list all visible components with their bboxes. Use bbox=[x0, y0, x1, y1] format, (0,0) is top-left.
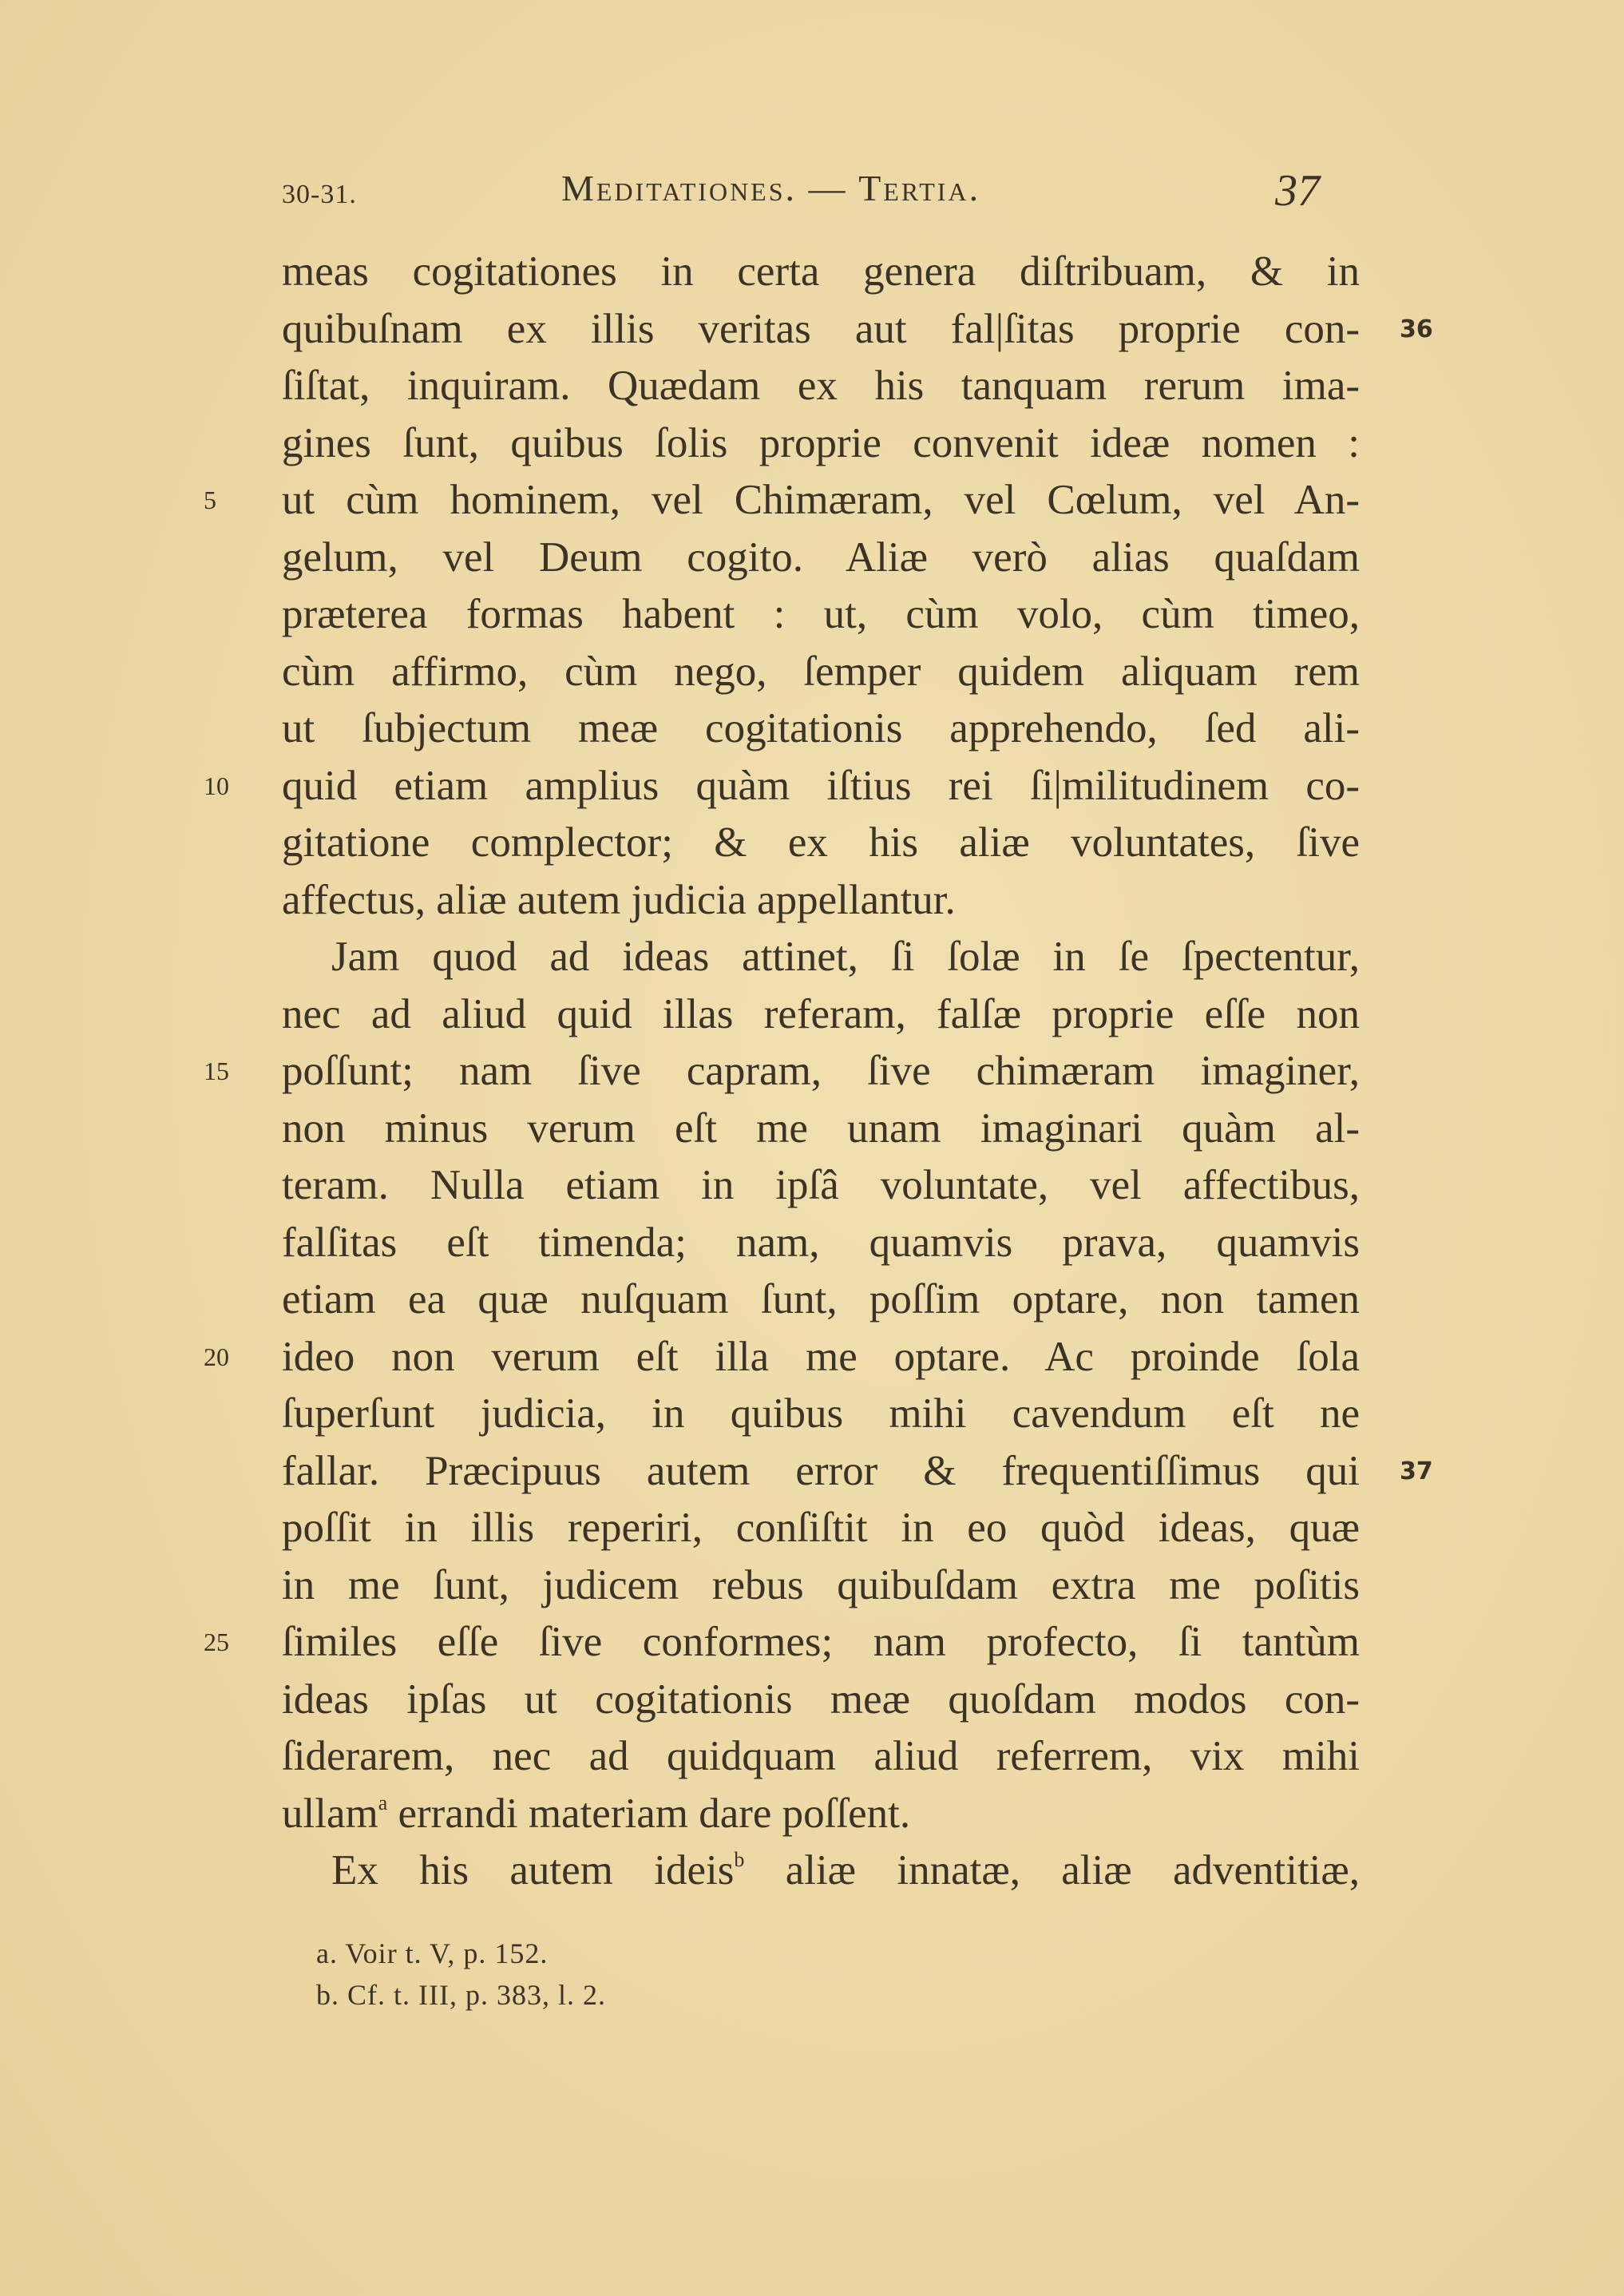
text-line bbox=[204, 758, 1360, 815]
text-line bbox=[282, 1728, 1360, 1786]
main-text bbox=[204, 244, 1433, 1900]
text-line bbox=[282, 644, 1360, 701]
text-line bbox=[282, 1386, 1360, 1443]
text-line bbox=[282, 415, 1360, 473]
text-line-content bbox=[282, 1500, 1360, 1557]
text-line-text: Jam quod ad ideas attinet, ſi ſolæ in ſe ſpectentur, bbox=[331, 934, 1360, 980]
text-line-content bbox=[282, 1557, 1360, 1615]
text-line-content bbox=[282, 986, 1360, 1044]
original-page-marker: 37 bbox=[1400, 1457, 1433, 1485]
line-number: 20 bbox=[204, 1342, 229, 1371]
text-line bbox=[282, 301, 1433, 359]
text-line-content bbox=[282, 1329, 1360, 1386]
text-line bbox=[282, 1157, 1360, 1215]
text-line-content bbox=[282, 472, 1360, 529]
text-line-text: errandi materiam dare poſſent. bbox=[387, 1790, 911, 1837]
text-line-text: gelum, vel Deum cogito. Aliæ verò alias quaſdam bbox=[282, 533, 1360, 581]
text-line-text: poſſit in illis reperiri, conſiſtit in eo quòd ideas, quæ bbox=[282, 1505, 1360, 1551]
text-line-content bbox=[282, 700, 1360, 758]
footnote-b: b. Cf. t. III, p. 383, l. 2. bbox=[316, 1979, 606, 2011]
text-line-text: ut ſubjectum meæ cogitationis apprehendo, ſed ali- bbox=[282, 705, 1360, 751]
text-line-text: teram. Nulla etiam in ipſâ voluntate, vel affectibus, bbox=[282, 1162, 1360, 1208]
text-line bbox=[282, 358, 1360, 415]
text-line bbox=[204, 472, 1360, 529]
text-line-content bbox=[282, 415, 1360, 473]
text-line-text: ideas ipſas ut cogitationis meæ quoſdam modos con- bbox=[282, 1675, 1360, 1723]
text-line bbox=[282, 1443, 1433, 1501]
text-line-content bbox=[282, 586, 1360, 644]
text-line-text: nec ad aliud quid illas referam, falſæ proprie eſſe non bbox=[282, 990, 1360, 1037]
text-line-content bbox=[282, 1157, 1360, 1215]
text-line bbox=[282, 1500, 1360, 1557]
text-line-content bbox=[331, 929, 1360, 986]
text-line-content bbox=[282, 1100, 1360, 1158]
header-title: Meditationes. — Tertia. bbox=[561, 168, 981, 208]
text-line bbox=[282, 1786, 1360, 1843]
text-line bbox=[282, 586, 1360, 644]
line-number: 15 bbox=[204, 1057, 229, 1085]
text-line-text: non minus verum eſt me unam imaginari quàm al- bbox=[282, 1104, 1360, 1152]
original-page-marker: 36 bbox=[1400, 315, 1433, 343]
text-line bbox=[282, 244, 1360, 301]
text-line-text: quibuſnam ex illis veritas aut fal|ſitas proprie con- bbox=[282, 305, 1360, 352]
text-line bbox=[282, 1215, 1360, 1272]
text-line-content bbox=[282, 758, 1360, 815]
footnotes bbox=[316, 1933, 606, 2016]
text-line bbox=[282, 1671, 1360, 1729]
text-line-content bbox=[282, 1614, 1360, 1671]
text-line-content bbox=[282, 1443, 1360, 1501]
text-line-content bbox=[282, 644, 1360, 701]
text-line-text: poſſunt; nam ſive capram, ſive chimæram imaginer, bbox=[282, 1048, 1360, 1094]
text-line-content bbox=[282, 301, 1360, 359]
text-line-text: meas cogitationes in certa genera diſtribuam, & in bbox=[282, 248, 1360, 295]
text-line bbox=[204, 1614, 1360, 1671]
text-line-content bbox=[282, 358, 1360, 415]
text-line bbox=[282, 1557, 1360, 1615]
text-line-content bbox=[282, 244, 1360, 301]
text-line-content bbox=[282, 1786, 1360, 1843]
text-line-text: ideo non verum eſt illa me optare. Ac proinde ſola bbox=[282, 1333, 1360, 1380]
text-line-text: gines ſunt, quibus ſolis proprie convenit ideæ nomen : bbox=[282, 419, 1360, 466]
text-line-text: gitatione complector; & ex his aliæ voluntates, ſive bbox=[282, 819, 1360, 866]
text-line-text: falſitas eſt timenda; nam, quamvis prava, quamvis bbox=[282, 1219, 1360, 1266]
text-line bbox=[282, 986, 1360, 1044]
text-line-text: Ex his autem ideis bbox=[331, 1847, 735, 1894]
line-number: 25 bbox=[204, 1628, 229, 1656]
text-line-content bbox=[282, 1728, 1360, 1786]
text-line-text: quid etiam amplius quàm iſtius rei ſi|militudinem co- bbox=[282, 762, 1360, 809]
line-number: 5 bbox=[204, 486, 216, 514]
text-line bbox=[282, 700, 1360, 758]
text-line-content bbox=[282, 1215, 1360, 1272]
text-line-text: etiam ea quæ nuſquam ſunt, poſſim optare, non tamen bbox=[282, 1276, 1360, 1322]
text-line bbox=[282, 529, 1360, 587]
text-line bbox=[282, 872, 1360, 930]
text-line-text: ſuperſunt judicia, in quibus mihi cavendum eſt ne bbox=[282, 1390, 1360, 1437]
text-line-text: ſiderarem, nec ad quidquam aliud referrem, vix mihi bbox=[282, 1733, 1360, 1779]
text-line-text: ſiſtat, inquiram. Quædam ex his tanquam rerum ima- bbox=[282, 363, 1360, 409]
header-page-range: 30-31. bbox=[282, 180, 357, 209]
text-line-text: ullam bbox=[282, 1790, 378, 1837]
text-line bbox=[204, 1329, 1360, 1386]
text-line-text: fallar. Præcipuus autem error & frequentiſſimus qui bbox=[282, 1447, 1360, 1494]
footnote-a: a. Voir t. V, p. 152. bbox=[316, 1937, 549, 1969]
text-line-content bbox=[282, 1271, 1360, 1329]
text-line-content bbox=[331, 1842, 1360, 1900]
line-number: 10 bbox=[204, 771, 229, 800]
footnote-ref: b bbox=[734, 1848, 745, 1871]
text-line bbox=[282, 929, 1360, 986]
text-line-content bbox=[282, 872, 1360, 930]
text-line bbox=[282, 1842, 1360, 1900]
text-line-content bbox=[282, 815, 1360, 872]
running-header bbox=[282, 164, 1360, 220]
text-line bbox=[282, 815, 1360, 872]
text-line bbox=[204, 1043, 1360, 1100]
text-line-text: cùm affirmo, cùm nego, ſemper quidem aliquam rem bbox=[282, 648, 1360, 695]
footnote-ref: a bbox=[378, 1790, 388, 1814]
text-line-text: præterea formas habent : ut, cùm volo, cùm timeo, bbox=[282, 591, 1360, 637]
text-line-text: affectus, aliæ autem judicia appellantur. bbox=[282, 876, 956, 923]
text-line-content bbox=[282, 1671, 1360, 1729]
text-line-text: ſimiles eſſe ſive conformes; nam profecto, ſi tantùm bbox=[282, 1619, 1360, 1665]
text-line-content bbox=[282, 1386, 1360, 1443]
text-line-text: ut cùm hominem, vel Chimæram, vel Cœlum, vel An- bbox=[282, 477, 1360, 523]
page-number: 37 bbox=[1275, 166, 1320, 216]
text-line-content bbox=[282, 1043, 1360, 1100]
text-line-text: aliæ innatæ, aliæ adventitiæ, bbox=[744, 1847, 1360, 1894]
text-line bbox=[282, 1100, 1360, 1158]
text-line-text: in me ſunt, judicem rebus quibuſdam extra me poſitis bbox=[282, 1561, 1360, 1608]
text-line bbox=[282, 1271, 1360, 1329]
text-line-content bbox=[282, 529, 1360, 587]
